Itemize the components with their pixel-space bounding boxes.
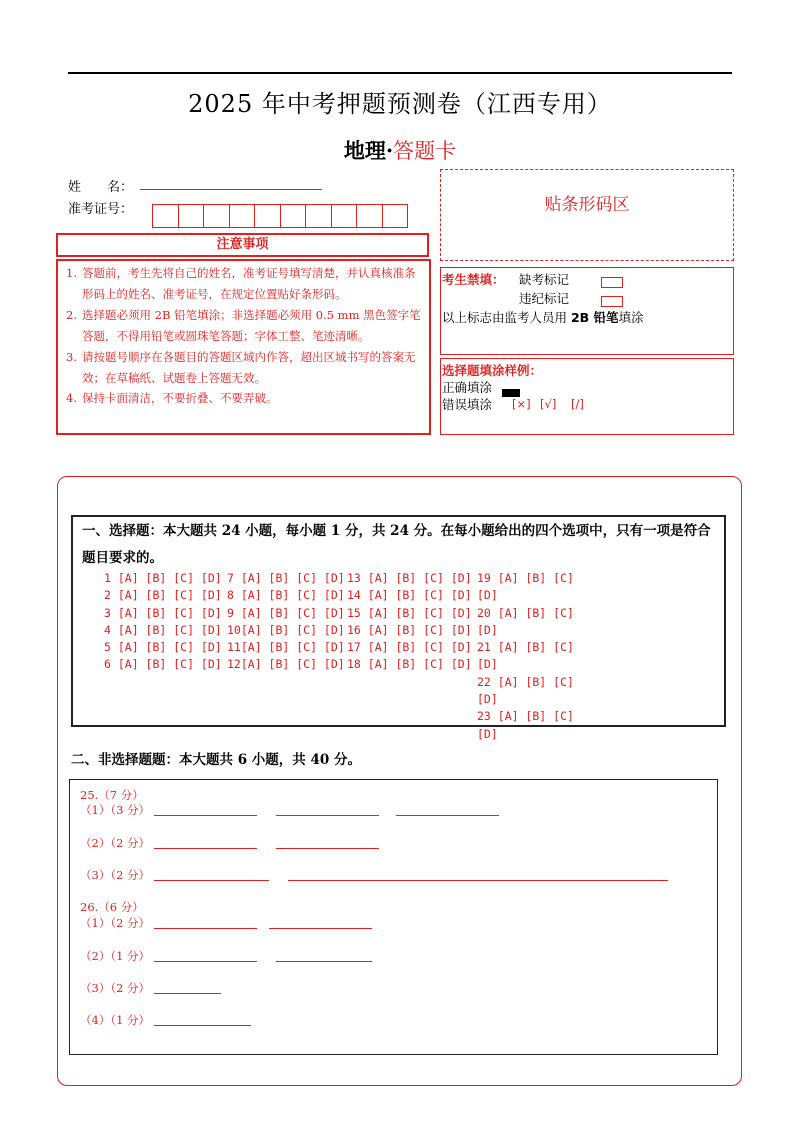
choice-row[interactable]: 22 [A] [B] [C] bbox=[477, 674, 574, 689]
choice-row[interactable]: 11[A] [B] [C] [D] bbox=[227, 640, 345, 655]
choice-row[interactable]: 20 [A] [B] [C] bbox=[477, 605, 574, 620]
subject-label: 地理· bbox=[343, 138, 394, 163]
page-subtitle bbox=[0, 135, 800, 165]
absent-label: 缺考标记 bbox=[519, 272, 570, 287]
choice-row[interactable]: 18 [A] [B] [C] [D] bbox=[347, 657, 472, 672]
choice-row[interactable]: 6 [A] [B] [C] [D] bbox=[104, 657, 222, 672]
answer-line[interactable] bbox=[154, 993, 221, 994]
wrong-fill-mark: [√] bbox=[540, 397, 557, 411]
wrong-fill-mark: [×] bbox=[512, 397, 531, 411]
answer-line[interactable] bbox=[288, 880, 668, 881]
id-box[interactable] bbox=[281, 205, 307, 227]
choice-row[interactable]: 10[A] [B] [C] [D] bbox=[227, 622, 345, 637]
choice-row[interactable]: 21 [A] [B] [C] bbox=[477, 640, 574, 655]
id-box[interactable] bbox=[332, 205, 358, 227]
choice-row[interactable]: 13 [A] [B] [C] [D] bbox=[347, 571, 472, 585]
choice-row-wrap[interactable]: [D] bbox=[477, 692, 498, 707]
name-field[interactable] bbox=[140, 189, 322, 190]
choice-column-3 bbox=[347, 571, 472, 675]
choice-row[interactable]: 15 [A] [B] [C] [D] bbox=[347, 605, 472, 620]
answer-line[interactable] bbox=[154, 961, 257, 962]
q25-label: 25.（7 分） bbox=[80, 788, 144, 802]
id-box[interactable] bbox=[383, 205, 408, 227]
choice-row[interactable]: 1 [A] [B] [C] [D] bbox=[104, 571, 222, 585]
page-title: 2025 年中考押题预测卷（江西专用） bbox=[188, 90, 612, 118]
notice-item: 3. 请按题号顺序在各题目的答题区域内作答，超出区域书写的答案无效；在草稿纸、试题卷上答题无效。 bbox=[66, 350, 416, 385]
wrong-fill-mark: [/] bbox=[571, 397, 584, 411]
choice-row[interactable]: 5 [A] [B] [C] [D] bbox=[104, 640, 222, 655]
choice-section-heading: 一、选择题：本大题共 24 小题，每小题 1 分，共 24 分。在每小题给出的四个选项中，只有一项是符合题目要求的。 bbox=[82, 523, 711, 566]
wrong-fill-label: 错误填涂 bbox=[442, 397, 493, 412]
violation-label: 违纪标记 bbox=[519, 291, 570, 306]
answer-line[interactable] bbox=[276, 848, 379, 849]
id-box[interactable] bbox=[255, 205, 281, 227]
choice-row[interactable]: 19 [A] [B] [C] bbox=[477, 571, 574, 585]
exam-id-label: 准考证号： bbox=[68, 202, 134, 217]
q25-part3-label: （3）（2 分） bbox=[80, 868, 151, 882]
notice-panel bbox=[56, 259, 431, 435]
choice-row[interactable]: 8 [A] [B] [C] [D] bbox=[227, 588, 345, 603]
choice-row[interactable]: 12[A] [B] [C] [D] bbox=[227, 657, 345, 672]
choice-row[interactable]: 3 [A] [B] [C] [D] bbox=[104, 605, 222, 620]
answer-line[interactable] bbox=[396, 815, 499, 816]
barcode-area bbox=[440, 169, 734, 261]
fill-example-title: 选择题填涂样例： bbox=[442, 363, 543, 378]
choice-row[interactable]: 14 [A] [B] [C] [D] bbox=[347, 588, 472, 603]
choice-row[interactable]: 16 [A] [B] [C] [D] bbox=[347, 622, 472, 637]
answer-line[interactable] bbox=[154, 880, 269, 881]
answer-line[interactable] bbox=[154, 815, 257, 816]
top-rule bbox=[68, 72, 732, 74]
answer-line[interactable] bbox=[154, 928, 257, 929]
choice-row-wrap[interactable]: [D] bbox=[477, 726, 498, 741]
choice-row[interactable]: 23 [A] [B] [C] bbox=[477, 709, 574, 724]
id-box[interactable] bbox=[230, 205, 256, 227]
choice-row[interactable]: 4 [A] [B] [C] [D] bbox=[104, 622, 222, 637]
notice-title: 注意事项 bbox=[56, 233, 429, 257]
answer-line[interactable] bbox=[276, 961, 372, 962]
choice-row[interactable]: 9 [A] [B] [C] [D] bbox=[227, 605, 345, 620]
q26-part2-label: （2）（1 分） bbox=[80, 949, 151, 963]
id-box[interactable] bbox=[306, 205, 332, 227]
choice-column-1 bbox=[104, 571, 222, 675]
choice-row[interactable]: 7 [A] [B] [C] [D] bbox=[227, 571, 345, 585]
q25-part2-label: （2）（2 分） bbox=[80, 836, 151, 850]
answer-line[interactable] bbox=[154, 1025, 251, 1026]
answer-line[interactable] bbox=[276, 815, 379, 816]
q26-part1-label: （1）（2 分） bbox=[80, 916, 151, 930]
choice-column-2 bbox=[227, 571, 345, 675]
q26-label: 26.（6 分） bbox=[80, 900, 144, 914]
q26-part3-label: （3）（2 分） bbox=[80, 981, 151, 995]
nonchoice-section-title: 二、非选择题题：本大题共 6 小题，共 40 分。 bbox=[71, 752, 361, 768]
choice-row[interactable]: 17 [A] [B] [C] [D] bbox=[347, 640, 472, 655]
correct-fill-label: 正确填涂 bbox=[442, 380, 493, 395]
nonchoice-section-box bbox=[69, 779, 718, 1055]
card-label: 答题卡 bbox=[393, 139, 457, 163]
choice-row-wrap[interactable]: [D] bbox=[477, 622, 498, 637]
forbidden-note: 以上标志由监考人员用 2B 铅笔填涂 bbox=[442, 310, 644, 325]
barcode-label: 贴条形码区 bbox=[544, 195, 630, 215]
q25-part1-label: （1）（3 分） bbox=[80, 803, 151, 817]
exam-id-boxes[interactable] bbox=[152, 204, 408, 228]
choice-row-wrap[interactable]: [D] bbox=[477, 588, 498, 603]
choice-row[interactable]: 2 [A] [B] [C] [D] bbox=[104, 588, 222, 603]
notice-item: 2. 选择题必须用 2B 铅笔填涂；非选择题必须用 0.5 mm 黑色签字笔答题，不得用铅笔或圆珠笔答题；字体工整、笔迹清晰。 bbox=[66, 308, 421, 343]
proctor-only-panel bbox=[440, 267, 734, 355]
id-box[interactable] bbox=[153, 205, 179, 227]
name-label: 姓 名： bbox=[68, 180, 134, 195]
id-box[interactable] bbox=[357, 205, 383, 227]
absent-mark-box[interactable] bbox=[601, 273, 623, 292]
id-box[interactable] bbox=[204, 205, 230, 227]
q26-part4-label: （4）（1 分） bbox=[80, 1013, 151, 1027]
answer-line[interactable] bbox=[154, 848, 257, 849]
answer-line[interactable] bbox=[269, 928, 372, 929]
forbidden-title: 考生禁填： bbox=[442, 272, 505, 287]
notice-item: 1. 答题前，考生先将自己的姓名，准考证号填写清楚，并认真核准条形码上的姓名、准考证号，在规定位置贴好条形码。 bbox=[66, 266, 416, 301]
id-box[interactable] bbox=[179, 205, 205, 227]
choice-column-4 bbox=[477, 571, 574, 744]
choice-row-wrap[interactable]: [D] bbox=[477, 657, 498, 672]
notice-item: 4. 保持卡面清洁，不要折叠、不要弄破。 bbox=[66, 391, 278, 405]
fill-example-panel bbox=[440, 358, 734, 435]
